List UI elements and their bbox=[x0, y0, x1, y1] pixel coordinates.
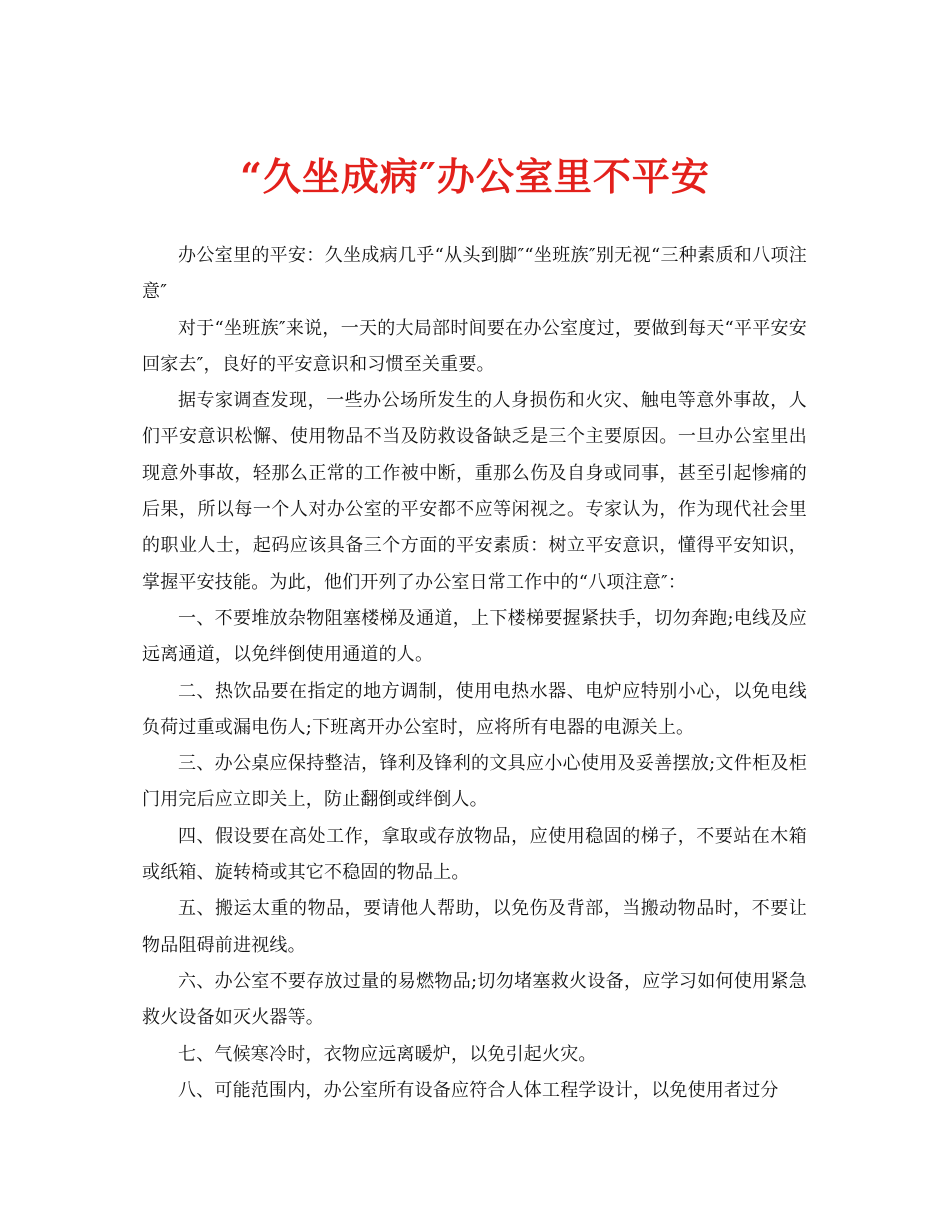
paragraph-rule-8: 八、可能范围内，办公室所有设备应符合人体工程学设计，以免使用者过分 bbox=[178, 1079, 779, 1101]
paragraph-rule-6: 六、办公室不要存放过量的易燃物品;切勿堵塞救火设备，应学习如何使用紧急救火设备如灭火器等。 bbox=[142, 970, 807, 1029]
paragraph-rule-4: 四、假设要在高处工作，拿取或存放物品，应使用稳固的梯子，不要站在木箱或纸箱、旋转椅或其它不稳固的物品上。 bbox=[142, 825, 807, 884]
paragraph-rule-2: 二、热饮品要在指定的地方调制，使用电热水器、电炉应特别小心，以免电线负荷过重或漏电伤人;下班离开办公室时，应将所有电器的电源关上。 bbox=[142, 680, 807, 738]
document-title: “久坐成病″办公室里不平安 bbox=[240, 154, 710, 200]
paragraph-rule-5: 五、搬运太重的物品，要请他人帮助，以免伤及背部，当搬动物品时，不要让物品阻碍前进视线。 bbox=[142, 898, 807, 956]
paragraph-intro: 办公室里的平安：久坐成病几乎“从头到脚″“坐班族″别无视“三种素质和八项注意″ bbox=[142, 245, 807, 303]
paragraph-rule-3: 三、办公桌应保持整洁，锋利及锋利的文具应小心使用及妥善摆放;文件柜及柜门用完后应立即关上，防止翻倒或绊倒人。 bbox=[142, 753, 807, 811]
paragraph-rule-7: 七、气候寒冷时，衣物应远离暖炉，以免引起火灾。 bbox=[178, 1043, 597, 1065]
paragraph-expert-findings: 据专家调查发现，一些办公场所发生的人身损伤和火灾、触电等意外事故，人们平安意识松懈、使用物品不当及防救设备缺乏是三个主要原因。一旦办公室里出现意外事故，轻那么正常的工作被中断，重那么伤及自身或同事，甚至引起惨痛的后果，所以每一个人对办公室的平安都不应等闲视之。专家认为，作为现代社会里的职业人士，起码应该具备三个方面的平安素质：树立平安意识，懂得平安知识，掌握平安技能。为此，他们开列了办公室日常工作中的“八项注意″： bbox=[142, 390, 807, 593]
paragraph-office-workers: 对于“坐班族″来说，一天的大局部时间要在办公室度过，要做到每天“平平安安回家去″，良好的平安意识和习惯至关重要。 bbox=[142, 317, 807, 375]
paragraph-rule-1: 一、不要堆放杂物阻塞楼梯及通道，上下楼梯要握紧扶手，切勿奔跑;电线及应远离通道，以免绊倒使用通道的人。 bbox=[142, 607, 807, 666]
document-body bbox=[142, 238, 807, 1109]
